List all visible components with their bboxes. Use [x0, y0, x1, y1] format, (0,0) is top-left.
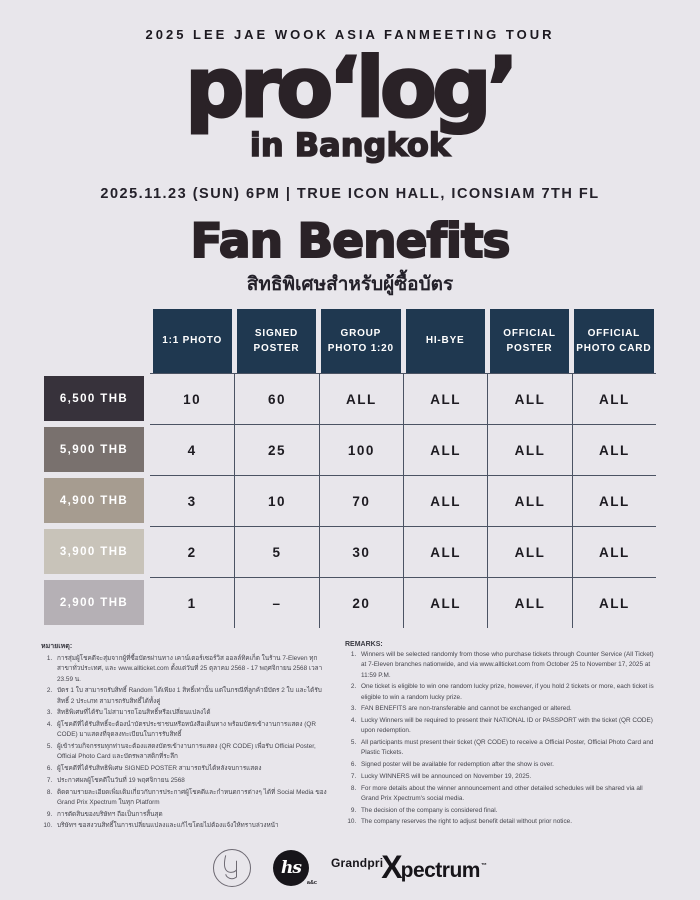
benefit-value: 70	[319, 475, 403, 526]
benefit-value: 3	[150, 475, 234, 526]
benefit-value: ALL	[403, 373, 487, 424]
remark-item: 1. Winners will be selected randomly from those who purchase tickets through Counter Service (All Ticket) at 7-Eleven branches nationwide, and via www.allticket.com from October 25 to November 17, 2025 at 11:59 P.M.	[358, 650, 659, 681]
benefit-value: ALL	[572, 373, 656, 424]
price-tier-6500: 6,500 THB	[44, 373, 150, 424]
prolog-logo: pro‘log’	[185, 41, 515, 136]
table-corner-spacer	[44, 309, 150, 373]
benefit-value: 2	[150, 526, 234, 577]
remark-item: 6. Signed poster will be available for redemption after the show is over.	[358, 760, 659, 770]
note-item: 1. การสุ่มผู้โชคดีจะสุ่มจากผู้ที่ซื้อบัตรผ่านทาง เคาน์เตอร์เซอร์วิส ออลล์ทิคเก็ต ในร้าน 7-Eleven ทุกสาขาทั่วประเทศ, และ www.allticket.com ตั้งแต่วันที่ 25 ตุลาคม 2568 - 17 พฤศจิกายน 2568 เวลา 23.59 น.	[54, 654, 329, 685]
notes-thai-list	[41, 654, 329, 832]
column-header-signed-poster: SIGNED POSTER	[234, 309, 318, 373]
brand-suffix: pectrum	[400, 858, 480, 882]
fine-print-section	[41, 641, 659, 833]
benefit-value: 60	[234, 373, 318, 424]
column-header-1-1-photo: 1:1 PHOTO	[150, 309, 234, 373]
benefit-value: ALL	[403, 526, 487, 577]
remark-item: 10. The company reserves the right to adjust benefit detail without prior notice.	[358, 817, 659, 827]
column-header-official-poster: OFFICIAL POSTER	[487, 309, 571, 373]
benefit-value: 4	[150, 424, 234, 475]
remarks-english-heading: REMARKS:	[345, 641, 383, 649]
note-item: 6. ผู้โชคดีที่ได้รับสิทธิพิเศษ SIGNED POSTER สามารถรับได้หลังจบการแสดง	[54, 764, 329, 774]
fan-benefits-title: Fan Benefits	[190, 214, 510, 270]
hs-adc-logo	[273, 850, 317, 887]
benefit-value: ALL	[487, 526, 571, 577]
benefit-value: ALL	[487, 577, 571, 628]
price-tier-3900: 3,900 THB	[44, 526, 150, 577]
benefit-value: 30	[319, 526, 403, 577]
brand-x-glyph: X	[381, 849, 403, 886]
brand-prefix: Grandpri	[331, 855, 384, 870]
tour-title: 2025 LEE JAE WOOK ASIA FANMEETING TOUR	[145, 27, 555, 42]
benefit-value: 20	[319, 577, 403, 628]
benefit-value: ALL	[487, 373, 571, 424]
benefit-value: ALL	[572, 526, 656, 577]
fan-benefits-subtitle-thai: สิทธิพิเศษสำหรับผู้ซื้อบัตร	[246, 274, 454, 296]
event-info-line: 2025.11.23 (SUN) 6PM | TRUE ICON HALL, ICONSIAM 7TH FL	[100, 186, 600, 203]
benefit-value: 100	[319, 424, 403, 475]
note-item: 9. การตัดสินของบริษัทฯ ถือเป็นการสิ้นสุด	[54, 810, 329, 820]
price-tier-2900: 2,900 THB	[44, 577, 150, 628]
notes-thai-heading: หมายเหตุ:	[41, 643, 73, 651]
note-item: 10. บริษัทฯ ขอสงวนสิทธิ์ในการเปลี่ยนแปลงและแก้ไขโดยไม่ต้องแจ้งให้ทราบล่วงหน้า	[54, 821, 329, 831]
benefit-value: –	[234, 577, 318, 628]
price-tier-5900: 5,900 THB	[44, 424, 150, 475]
benefit-value: ALL	[403, 475, 487, 526]
benefit-value: 10	[150, 373, 234, 424]
column-header-group-photo: GROUP PHOTO 1:20	[319, 309, 403, 373]
remarks-english-list	[345, 650, 659, 828]
notes-thai-column	[41, 641, 329, 833]
trademark-symbol: ™	[480, 862, 487, 869]
footer-logos	[0, 849, 700, 887]
benefit-value: 1	[150, 577, 234, 628]
remark-item: 5. All participants must present their ticket (QR CODE) to receive a Official Poster, Official Photo Card and Plastic Tickets.	[358, 738, 659, 759]
remark-item: 4. Lucky Winners will be required to present their NATIONAL ID or PASSPORT with the ticket (QR CODE) upon redemption.	[358, 716, 659, 737]
benefit-value: ALL	[487, 424, 571, 475]
hs-logo-subtext: a&c	[306, 880, 317, 887]
note-item: 5. ผู้เข้าร่วมกิจกรรมทุกท่านจะต้องแสดงบัตรเข้างานการแสดง (QR CODE) เพื่อรับ Official Poster, Official Photo Card และบัตรพลาสติกที่ระลึก	[54, 742, 329, 763]
benefits-table	[44, 309, 656, 628]
remark-item: 8. For more details about the winner announcement and other detailed schedules will be shared via all Grand Prix Xpectrum's social media.	[358, 784, 659, 805]
benefit-value: ALL	[572, 577, 656, 628]
benefit-value: ALL	[403, 424, 487, 475]
column-header-hi-bye: HI-BYE	[403, 309, 487, 373]
benefit-value: ALL	[572, 475, 656, 526]
note-item: 3. สิทธิพิเศษที่ได้รับ ไม่สามารถโอนสิทธิ์หรือเปลี่ยนแปลงได้	[54, 708, 329, 718]
note-item: 2. บัตร 1 ใบ สามารถรับสิทธิ์ Random ได้เพียง 1 สิทธิ์เท่านั้น แต่ในกรณีที่ลูกค้ามีบัตร 2 ใบ และได้รับสิทธิ์ 2 ประเภท สามารถรับสิทธิ์ได้ทั้งคู่	[54, 686, 329, 707]
remark-item: 3. FAN BENEFITS are non-transferable and cannot be exchanged or altered.	[358, 704, 659, 714]
benefit-value: ALL	[319, 373, 403, 424]
note-item: 8. ติดตามรายละเอียดเพิ่มเติมเกี่ยวกับการประกาศผู้โชคดีและกำหนดการต่างๆ ได้ที่ Social Media ของ Grand Prix Xpectrum ในทุก Platform	[54, 788, 329, 809]
remark-item: 9. The decision of the company is considered final.	[358, 806, 659, 816]
benefit-value: ALL	[487, 475, 571, 526]
hs-logo-text: hs	[281, 858, 301, 879]
remark-item: 7. Lucky WINNERS will be announced on November 19, 2025.	[358, 772, 659, 782]
note-item: 4. ผู้โชคดีที่ได้รับสิทธิ์จะต้องนำบัตรประชาชนหรือหนังสือเดินทาง พร้อมบัตรเข้างานการแสดง (QR CODE) มาแสดงที่จุดลงทะเบียนในการรับสิทธิ์	[54, 720, 329, 741]
benefit-value: 25	[234, 424, 318, 475]
column-header-official-photo-card: OFFICIAL PHOTO CARD	[572, 309, 656, 373]
grandprix-xpectrum-logo	[331, 849, 487, 886]
benefit-value: 10	[234, 475, 318, 526]
benefit-value: ALL	[572, 424, 656, 475]
price-tier-4900: 4,900 THB	[44, 475, 150, 526]
logo-subtitle: in Bangkok	[249, 126, 451, 165]
remarks-english-column	[345, 641, 659, 833]
note-item: 7. ประกาศผลผู้โชคดีในวันที่ 19 พฤศจิกายน 2568	[54, 776, 329, 786]
benefit-value: ALL	[403, 577, 487, 628]
artist-emblem-icon	[213, 849, 251, 887]
remark-item: 2. One ticket is eligible to win one random lucky prize, however, if you hold 2 tickets or more, each ticket is eligible to win a random lucky prize.	[358, 682, 659, 703]
benefit-value: 5	[234, 526, 318, 577]
